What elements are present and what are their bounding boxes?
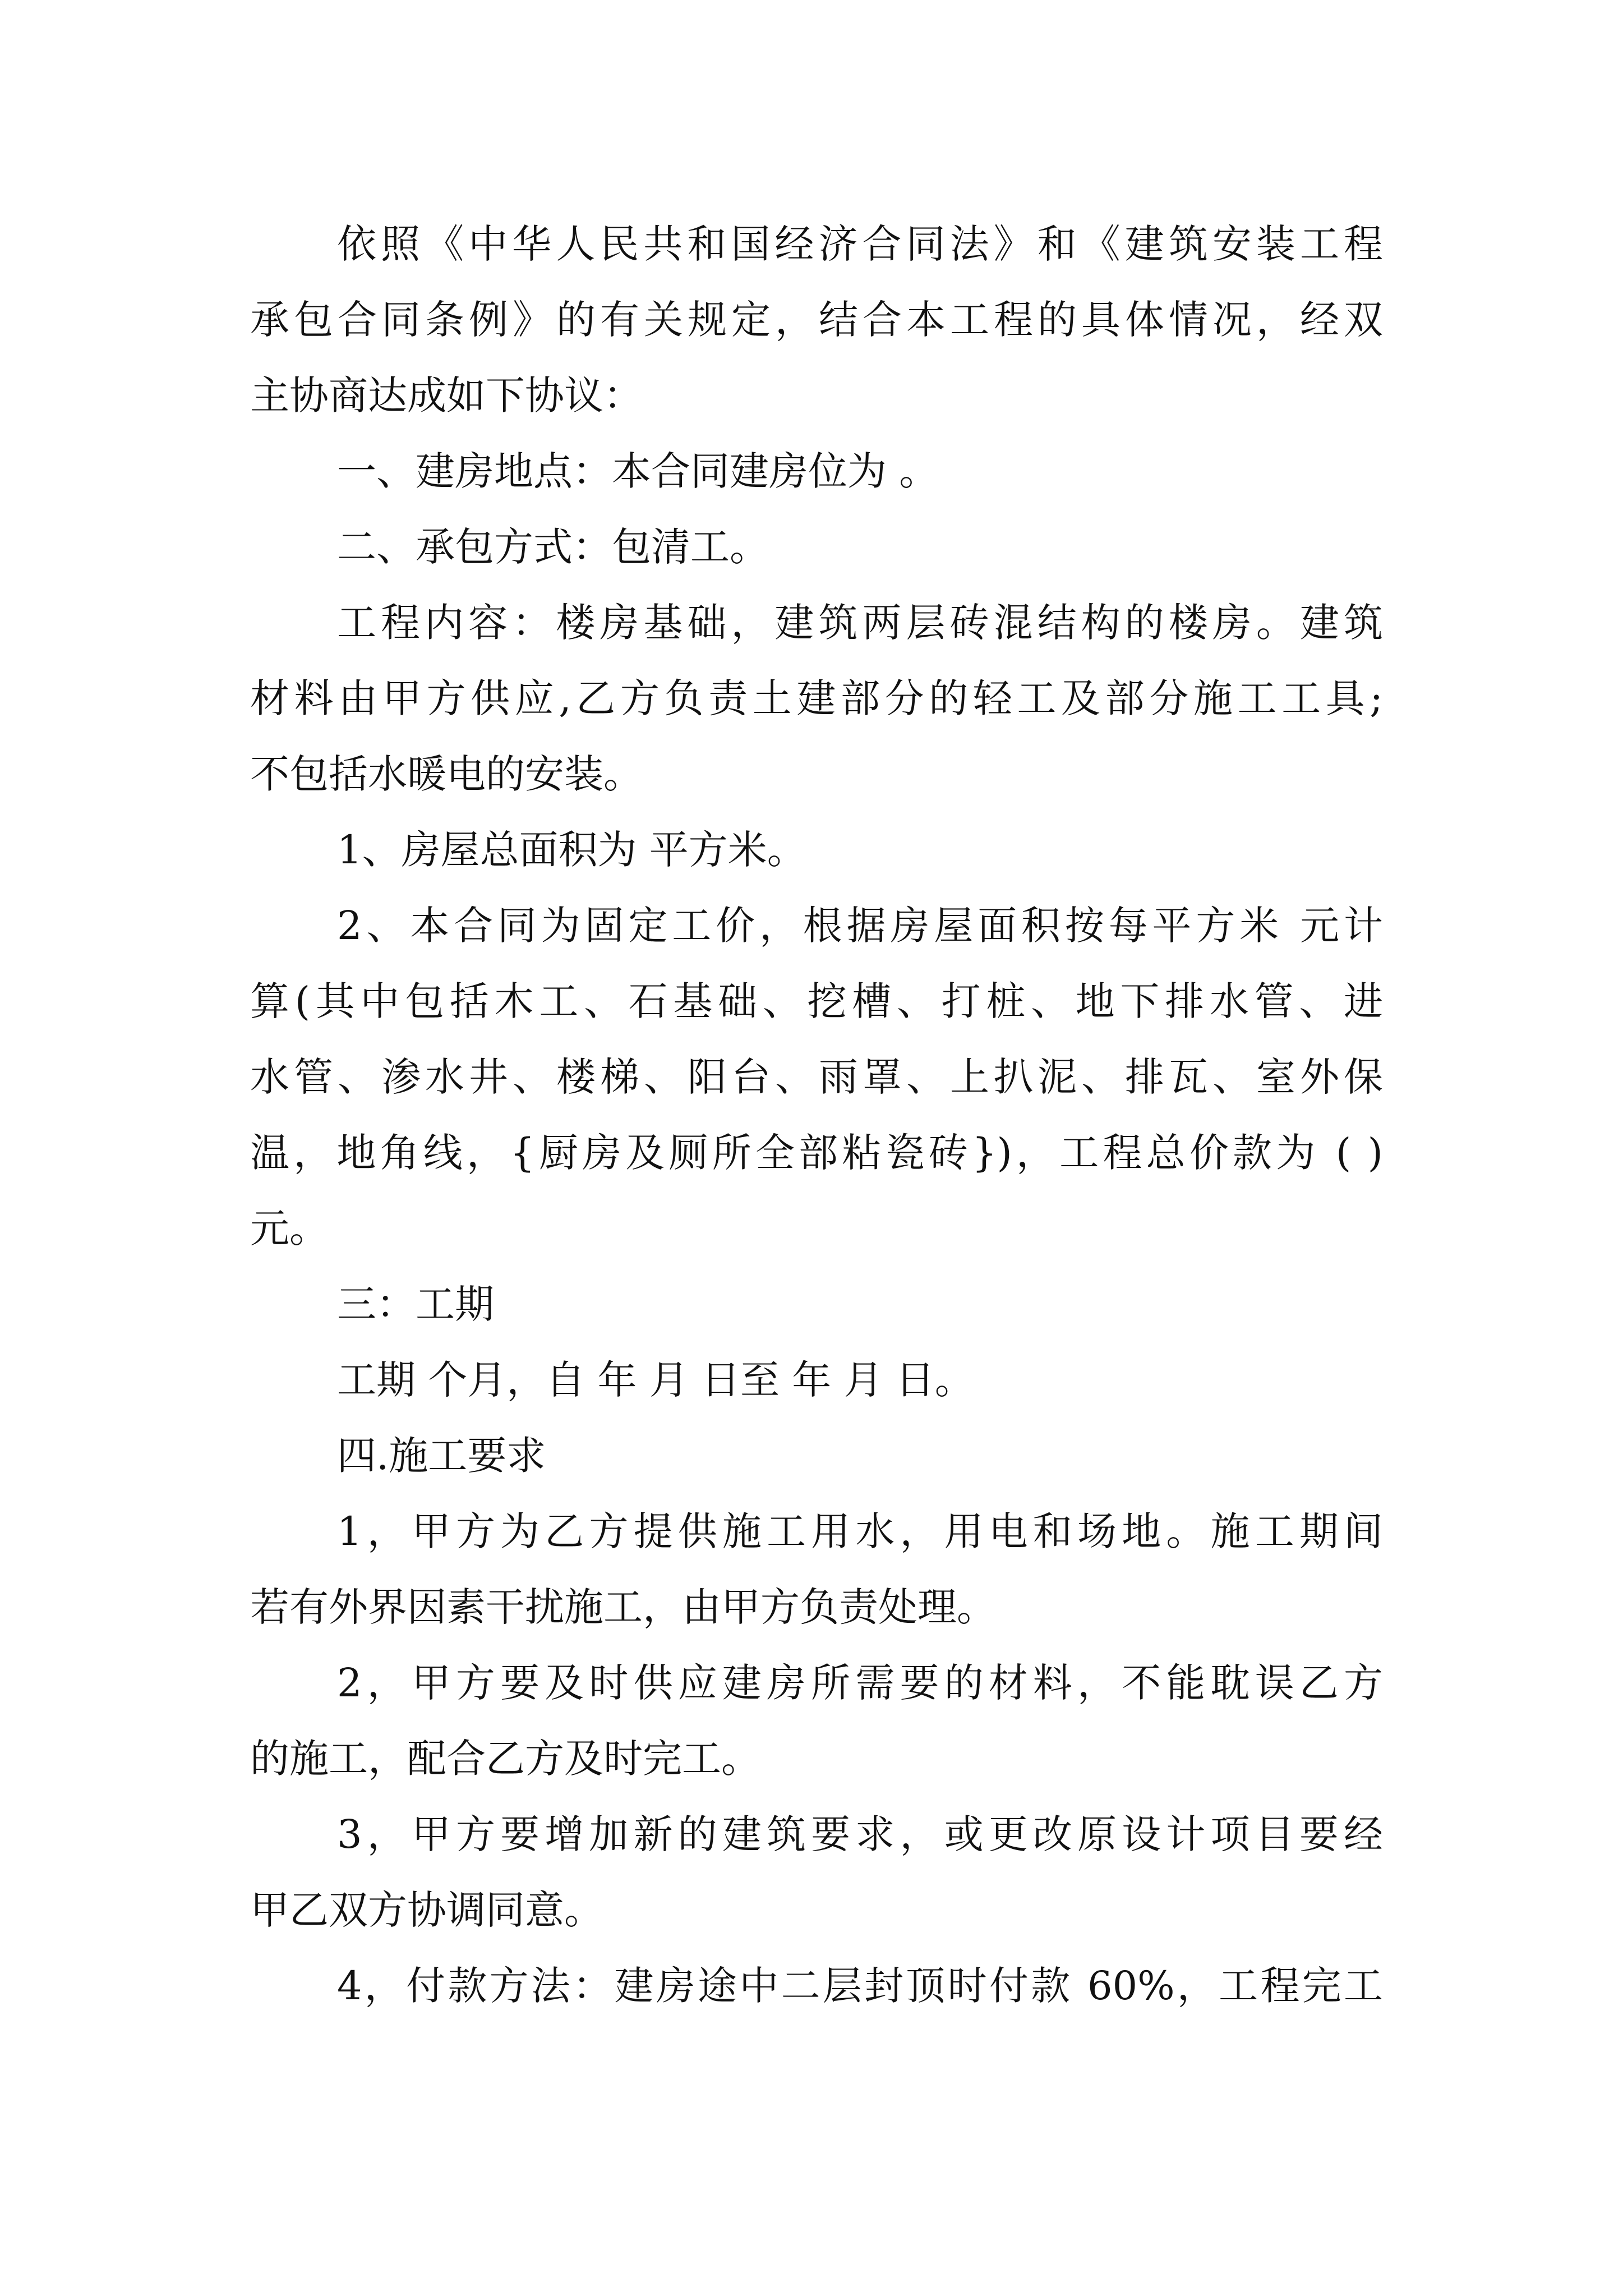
paragraph-line: 温，地角线，{厨房及厕所全部粘瓷砖})，工程总价款为 ( ) bbox=[250, 1130, 1383, 1176]
paragraph-line: 甲乙双方协调同意。 bbox=[250, 1887, 603, 1933]
paragraph-line: 元。 bbox=[250, 1205, 329, 1251]
paragraph-line: 1、房屋总面积为 平方米。 bbox=[337, 827, 806, 873]
section-heading: 三：工期 bbox=[337, 1281, 494, 1327]
paragraph-line: 工程内容：楼房基础，建筑两层砖混结构的楼房。建筑 bbox=[337, 600, 1383, 646]
paragraph-line: 二、承包方式：包清工。 bbox=[337, 524, 769, 570]
paragraph-line: 材料由甲方供应,乙方负责土建部分的轻工及部分施工工具; bbox=[250, 675, 1383, 721]
paragraph-line: 一、建房地点：本合同建房位为 。 bbox=[337, 448, 939, 494]
paragraph-line: 算(其中包括木工、石基础、挖槽、打桩、地下排水管、进 bbox=[250, 978, 1383, 1024]
paragraph-line: 承包合同条例》的有关规定，结合本工程的具体情况，经双 bbox=[250, 297, 1383, 343]
paragraph-line: 不包括水暖电的安装。 bbox=[250, 751, 643, 797]
paragraph-line: 工期 个月，自 年 月 日至 年 月 日。 bbox=[337, 1357, 974, 1403]
paragraph-line: 1，甲方为乙方提供施工用水，用电和场地。施工期间 bbox=[337, 1508, 1383, 1554]
paragraph-line: 依照《中华人民共和国经济合同法》和《建筑安装工程 bbox=[337, 221, 1383, 267]
paragraph-line: 2、本合同为固定工价，根据房屋面积按每平方米 元计 bbox=[337, 903, 1383, 949]
paragraph-line: 水管、渗水井、楼梯、阳台、雨罩、上扒泥、排瓦、室外保 bbox=[250, 1054, 1383, 1100]
paragraph-line: 主协商达成如下协议： bbox=[250, 372, 643, 418]
paragraph-line: 3，甲方要增加新的建筑要求，或更改原设计项目要经 bbox=[337, 1811, 1383, 1857]
paragraph-line: 2，甲方要及时供应建房所需要的材料，不能耽误乙方 bbox=[337, 1660, 1383, 1706]
section-heading: 四.施工要求 bbox=[337, 1433, 546, 1479]
paragraph-line: 的施工，配合乙方及时完工。 bbox=[250, 1736, 760, 1782]
paragraph-line: 若有外界因素干扰施工，由甲方负责处理。 bbox=[250, 1584, 996, 1630]
paragraph-line: 4，付款方法：建房途中二层封顶时付款 60%，工程完工 bbox=[337, 1963, 1383, 2009]
